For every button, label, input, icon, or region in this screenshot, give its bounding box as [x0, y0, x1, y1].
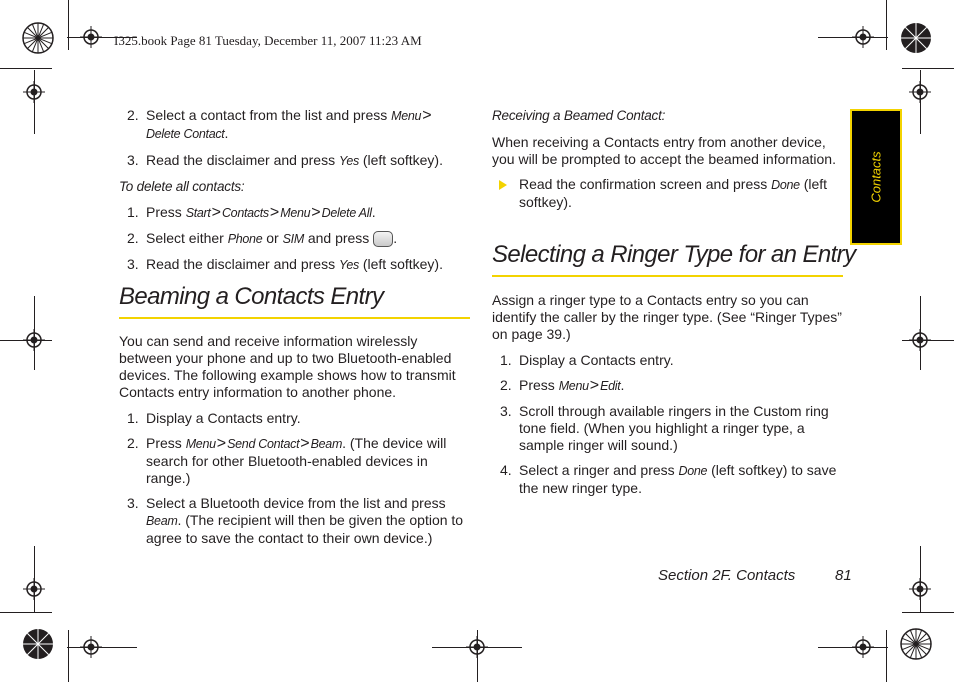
starburst-top-left-icon [22, 22, 54, 54]
page-number: 81 [835, 567, 852, 584]
list-item: 2. Select either Phone or SIM and press . [127, 230, 398, 246]
list-item: 2. Press Menu>Send Contact>Beam. (The device will search for other Bluetooth-enabled devices in range.) [127, 435, 447, 486]
list-item: 1. Press Start>Contacts>Menu>Delete All. [127, 204, 376, 221]
receiving-heading: Receiving a Beamed Contact: [492, 108, 666, 123]
beaming-content [119, 333, 471, 547]
list-item: 3. Select a Bluetooth device from the list and press Beam. (The recipient will then be given the option to agree to save the contact to their own device.) [127, 495, 464, 546]
triangle-bullet-icon [499, 180, 507, 190]
right-column [492, 107, 842, 211]
title-rule [119, 317, 470, 319]
starburst-top-right-icon [900, 22, 932, 54]
list-item: 2. Press Menu>Edit. [500, 377, 625, 394]
title-rule [492, 275, 843, 277]
list-item: 1. Display a Contacts entry. [127, 410, 301, 426]
starburst-bottom-right-icon [900, 628, 932, 660]
footer-section: Section 2F. Contacts [658, 567, 796, 584]
list-item: 3. Scroll through available ringers in the Custom ring tone field. (When you highlight a ringer type, a sample ringer will sound.) [500, 403, 829, 453]
bullet-item: Read the confirmation screen and press Done (left softkey). [492, 176, 842, 211]
list-item: 3. Read the disclaimer and press Yes (left softkey). [127, 152, 443, 168]
list-item: 4. Select a ringer and press Done (left softkey) to save the new ringer type. [500, 462, 837, 496]
left-column [119, 107, 471, 274]
softkey-button-icon [373, 231, 393, 247]
list-item: 1. Display a Contacts entry. [500, 352, 674, 368]
book-info-header: I325.book Page 81 Tuesday, December 11, 2007 11:23 AM [114, 33, 422, 48]
side-tab-label: Contacts [868, 151, 884, 203]
list-item: 2. Select a contact from the list and press Menu> Delete Contact. [127, 107, 432, 141]
beaming-intro: You can send and receive information wirelessly between your phone and up to two Bluetooth-enabled devices. The following example shows how to transmit Contacts entry information to another phone. [119, 333, 456, 400]
list-item: 3. Read the disclaimer and press Yes (left softkey). [127, 256, 443, 272]
receiving-text: When receiving a Contacts entry from another device, you will be prompted to accept the beamed information. [492, 134, 836, 167]
ringer-intro: Assign a ringer type to a Contacts entry so you can identify the caller by the ringer type. (See “Ringer Types” on page 39.) [492, 292, 842, 342]
section-side-tab [850, 109, 902, 245]
section-title-beaming: Beaming a Contacts Entry [119, 283, 384, 310]
starburst-bottom-left-icon [22, 628, 54, 660]
delete-all-heading: To delete all contacts: [119, 179, 245, 194]
ringer-content [492, 292, 844, 497]
section-title-ringer: Selecting a Ringer Type for an Entry [492, 241, 856, 268]
